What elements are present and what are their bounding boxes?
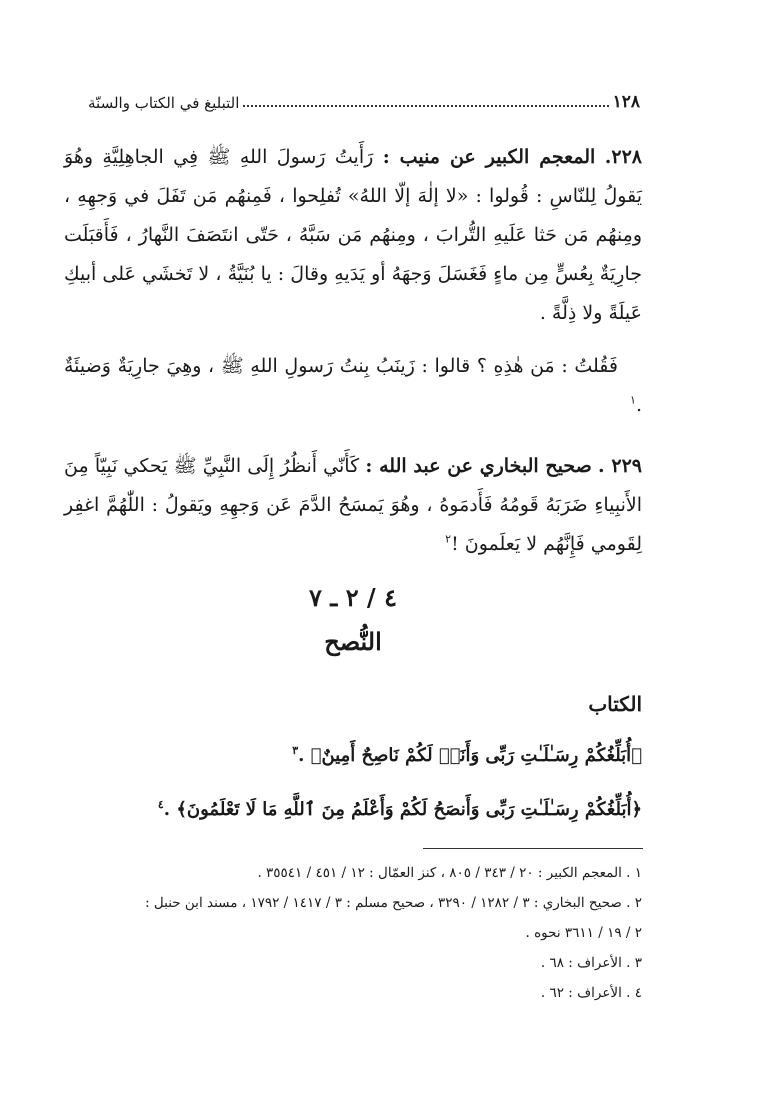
footnotes xyxy=(64,858,642,1008)
verse-punct: . xyxy=(298,745,311,766)
verse-open-bracket: ﴿ xyxy=(631,799,642,820)
footnote xyxy=(64,888,642,918)
footnote-number: ١ . xyxy=(626,865,642,881)
book-title: التبليغ في الكتاب والسنّة xyxy=(88,94,240,112)
header-dotted-leader xyxy=(243,105,608,107)
hadith-source: المعجم الكبير عن منيب : xyxy=(382,146,596,168)
footnote-text: المعجم الكبير : ٢٠ / ٣٤٣ / ٨٠٥ ، كنز العمّال : ١٢ / ٤٥١ / ٣٥٥٤١ . xyxy=(257,865,622,881)
hadith-source: صحيح البخاري عن عبد الله : xyxy=(365,455,592,477)
verse-open-bracket: ﴿ xyxy=(631,745,642,766)
footnote-text: الأعراف : ٦٢ . xyxy=(540,985,622,1001)
verse-close-bracket: ﴾ xyxy=(176,799,187,820)
footnote-number: ٣ . xyxy=(626,955,642,971)
verse-close-bracket: ﴾ xyxy=(310,745,322,766)
footnote-divider xyxy=(423,848,643,849)
footnote-ref[interactable]: ١ xyxy=(630,393,636,407)
hadith-number: ٢٢٩ . xyxy=(598,455,643,477)
main-text xyxy=(64,138,642,844)
quran-verse xyxy=(64,736,642,776)
hadith-entry-229 xyxy=(64,447,642,564)
verse-text: أُبَلِّغُكُمْ رِسَـٰلَـٰتِ رَبِّى وَأَنَا۠ لَكُمْ نَاصِحٌ أَمِينٌ xyxy=(321,745,632,766)
hadith-number: ٢٢٨. xyxy=(604,146,642,168)
footnote-number: ٢ . xyxy=(626,895,642,911)
footnote-continuation: ٢ / ١٩ / ٣٦١١ نحوه . xyxy=(525,925,642,941)
footnote-ref[interactable]: ٣ xyxy=(292,744,299,757)
subsection-label: الكتاب xyxy=(588,692,642,716)
footnote xyxy=(64,978,642,1008)
section-number: ٤ / ٢ ـ ٧ xyxy=(309,583,397,612)
hadith-continuation xyxy=(64,347,642,425)
footnote-ref[interactable]: ٢ xyxy=(445,532,452,546)
hadith-entry-228 xyxy=(64,138,642,333)
verse-punct: . xyxy=(163,799,177,820)
footnote xyxy=(64,948,642,978)
hadith-text-continued: فَقُلتُ : مَن هٰذِهِ ؟ قالوا : زَينَبُ بِنتُ رَسولِ اللهِ ﷺ ، وهِيَ جارِيَةٌ وَضيئَةٌ . xyxy=(64,355,642,416)
hadith-text: رَأَيتُ رَسولَ اللهِ ﷺ فِي الجاهِلِيَّةِ وهُوَ يَقولُ لِلنّاسِ : قُولوا : «لا إلٰهَ إلّا اللهُ» تُفلِحوا ، فَمِنهُم مَن تَفَلَ في وَجهِهِ ، ومِنهُم مَن حَثا عَلَيهِ التُّرابَ ، ومِنهُم مَن سَبَّهُ ، حَتّى انتَصَفَ النَّهارُ ، فَأَقبَلَت جارِيَةٌ بِعُسٍّ مِن ماءٍ فَغَسَلَ وَجهَهُ أو يَدَيهِ وقالَ : يا بُنَيَّةُ ، لا تَخشَي عَلى أبيكِ عَيلَةً ولا ذِلَّةً . xyxy=(64,146,642,324)
running-header xyxy=(88,88,640,112)
footnote-number: ٤ . xyxy=(626,985,642,1001)
verse-text: أُبَلِّغُكُمْ رِسَـٰلَـٰتِ رَبِّى وَأَنصَحُ لَكُمْ وَأَعْلَمُ مِنَ ٱللَّهِ مَا لَا تَعْلَمُونَ xyxy=(186,799,632,820)
footnote-text: الأعراف : ٦٨ . xyxy=(540,955,622,971)
footnote-ref[interactable]: ٤ xyxy=(157,798,164,811)
quran-verse xyxy=(64,790,642,830)
footnote xyxy=(64,858,642,888)
footnote-text: صحيح البخاري : ٣ / ١٢٨٢ / ٣٢٩٠ ، صحيح مسلم : ٣ / ١٤١٧ / ١٧٩٢ ، مسند ابن حنبل : xyxy=(145,895,622,911)
hadith-text: كَأَنّي أَنظُرُ إِلَى النَّبِيِّ ﷺ يَحكي نَبِيّاً مِنَ الأَنبِياءِ ضَرَبَهُ قَومُهُ فَأَدمَوهُ ، وهُوَ يَمسَحُ الدَّمَ عَن وَجهِهِ ويَقولُ : اللّٰهُمَّ اغفِر لِقَومي فَإِنَّهُم لا يَعلَمونَ ! xyxy=(64,455,642,555)
page-number: ١٢٨ xyxy=(612,92,640,112)
section-title: النُّصح xyxy=(324,627,382,656)
